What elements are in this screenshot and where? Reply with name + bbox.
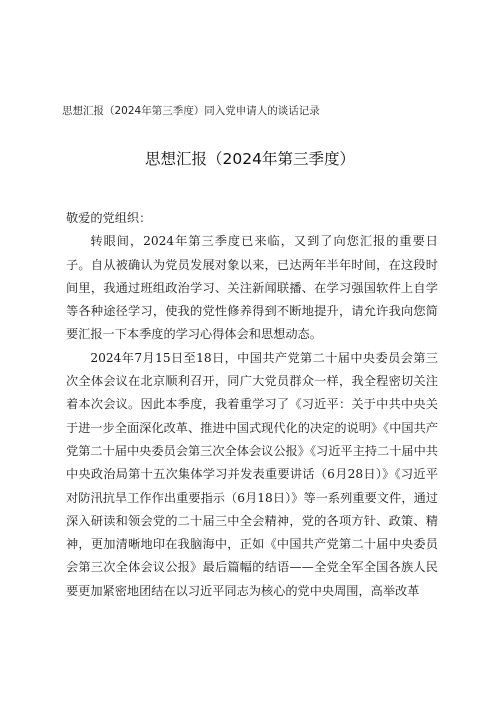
paragraph-2: 2024年7月15日至18日，中国共产党第二十届中央委员会第三次全体会议在北京顺利召开，同广大党员群众一样，我全程密切关注着本次会议。因此本季度，我着重学习了《习近平：关于中共中央关于进一步全面深化改革、推进中国式现代化的决定的说明》《中国共产党第二十届中央委员会第三次全体会议公报》《习近平主持二十届中共中央政治局第十五次集体学习并发表重要讲话（6月28日）》《习近平对防汛抗旱工作作出重要指示（6月18日）》等一系列重要文件，通过深入研读和领会党的二十届三中全会精神，党的各项方针、政策、精神，更加清晰地印在我脑海中，正如《中国共产党第二十届中央委员会第三次全体会议公报》最后篇幅的结语——全党全军全国各族人民要更加紧密地团结在以习近平同志为核心的党中央周围，高举改革: [66, 350, 438, 598]
document-header: 思想汇报（2024年第三季度）同入党申请人的谈话记录: [62, 105, 320, 117]
paragraph-1: 转眼间，2024年第三季度已来临，又到了向您汇报的重要日子。自从被确认为党员发展对象以来，已达两年半年时间，在这段时间里，我通过班组政治学习、关注新闻联播、在学习强国软件上自学等各种途径学习，使我的党性修养得到不断地提升，请允许我向您简要汇报一下本季度的学习心得体会和思想动态。: [66, 234, 438, 342]
salutation: 敬爱的党组织：: [66, 211, 152, 225]
document-body: [66, 207, 438, 603]
document-title: 思想汇报（2024年第三季度）: [145, 150, 355, 168]
